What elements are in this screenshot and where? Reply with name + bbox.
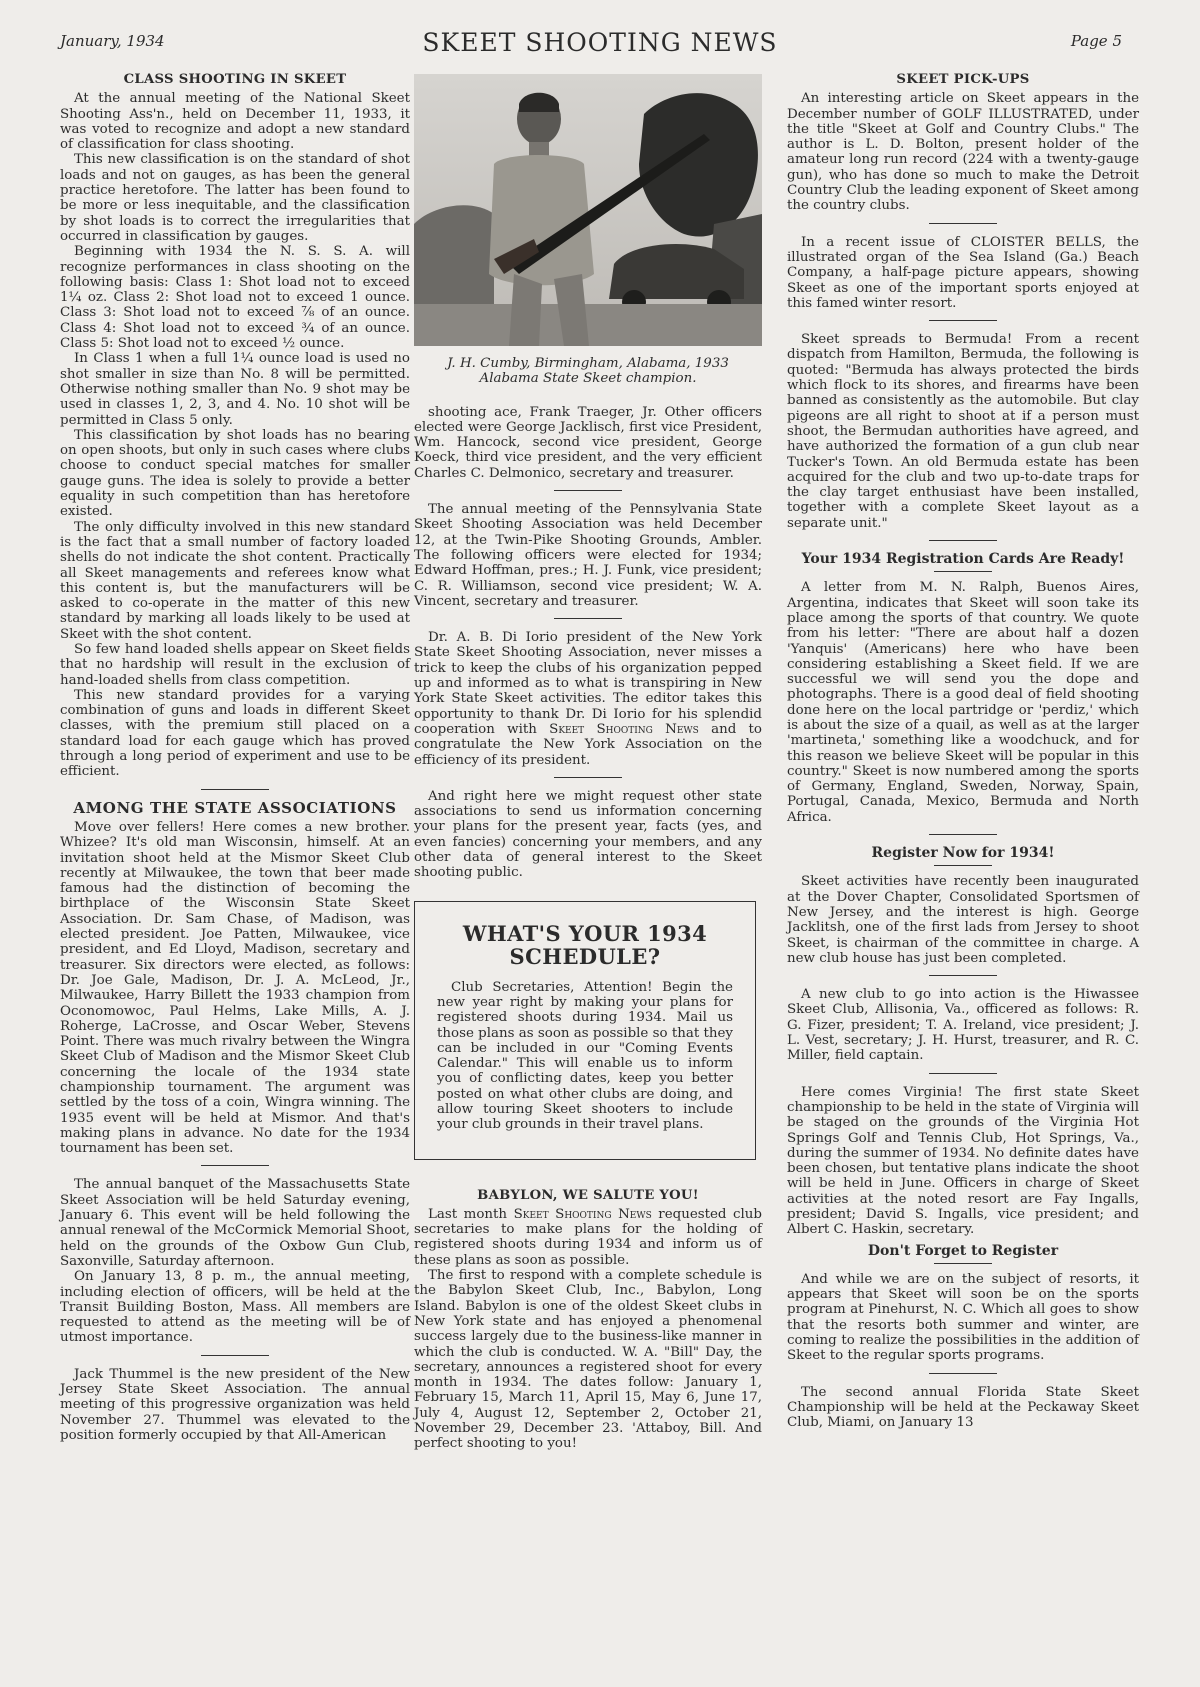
page-number: Page 5 [1070,32,1122,50]
divider [201,789,269,790]
issue-date: January, 1934 [60,32,165,50]
paragraph: Beginning with 1934 the N. S. S. A. will recognize performances in class shooting on the following basis: Class 1: Shot load not to exceed 1¼ oz. Class 2: Shot load not to exceed 1 ounce. Class 3: Shot load not to exceed ⅞ of an ounce. Class 4: Shot load not to exceed ¾ of an ounce. Class 5: Shot load not to exceed ½ ounce. [60,244,410,352]
divider [929,320,997,321]
paragraph: Last month Skeet Shooting News requested club secretaries to make plans for the holding of registered shoots during 1934 and inform us of these plans as soon as possible. [414,1206,763,1268]
paragraph: The annual banquet of the Massachusetts State Skeet Association will be held Saturday evening, January 6. This event will be held following the annual renewal of the McCormick Memorial Shoot, held on the grounds of the Oxbow Gun Club, Saxonville, Saturday afternoon. [60,1177,410,1269]
paragraph: The annual meeting of the Pennsylvania State Skeet Shooting Association was held December 12, at the Twin-Pike Shooting Grounds, Ambler. The following officers were elected for 1934; Edward Hoffman, pres.; H. J. Funk, vice president; C. R. Williamson, second vice president; W. A. Vincent, secretary and treasurer. [414,502,762,609]
paragraph: A new club to go into action is the Hiwassee Skeet Club, Allisonia, Va., officered as follows: R. G. Fizer, president; T. A. Ireland, vice president; J. L. Vest, secretary; J. H. Hurst, treasurer, and R. C. Miller, field captain. [787,987,1139,1064]
heading-state-associations: AMONG THE STATE ASSOCIATIONS [73,798,397,817]
column-left [60,66,410,1443]
paragraph: And right here we might request other state associations to send us information concerning your plans for the present year, facts (yes, and even fancies) concerning your members, and any other data of general interest to the Skeet shooting public. [414,788,762,881]
divider [929,540,997,541]
paragraph: Dr. A. B. Di Iorio president of the New York State Skeet Shooting Association, never misses a trick to keep the clubs of his organization pepped up and informed as to what is transpiring in New York State Skeet activities. The editor takes this opportunity to thank Dr. Di Iorio for his splendid cooperation with Skeet Shooting News and to congratulate the New York Association on the efficiency of its president. [414,630,762,768]
divider [934,571,992,572]
divider [934,1263,992,1264]
heading-babylon: BABYLON, WE SALUTE YOU! [477,1187,699,1203]
paragraph: An interesting article on Skeet appears in the December number of GOLF ILLUSTRATED, under the title "Skeet at Golf and Country Clubs." The author is L. D. Bolton, present holder of the amateur long run record (224 with a twenty-gauge gun), who has done so much to make the Detroit Country Club the leading exponent of Skeet among the country clubs. [787,91,1139,214]
paragraph: Move over fellers! Here comes a new brother. Whizee? It's old man Wisconsin, himself. At an invitation shoot held at the Mismor Skeet Club recently at Milwaukee, the town that beer made famous had the distinction of becoming the birthplace of the Wisconsin State Skeet Association. Dr. Sam Chase, of Madison, was elected president. Joe Patten, Milwaukee, vice president, and Ed Lloyd, Madison, secretary and treasurer. Six directors were elected, as follows: Dr. Joe Gale, Madison, Dr. J. A. McLeod, Jr., Milwaukee, Harry Billett the 1933 champion from Oconomowoc, Paul Helms, Lake Mills, A. J. Roherge, LaCrosse, and Oscar Weber, Stevens Point. There was much rivalry between the Wingra Skeet Club of Madison and the Mismor Skeet Club concerning the locale of the 1934 state championship tournament. The argument was settled by the toss of a coin, Wingra winning. The 1935 event will be held at Mismor. And that's making plans in advance. No date for the 1934 tournament has been set. [60,819,410,1157]
paragraph: In a recent issue of CLOISTER BELLS, the illustrated organ of the Sea Island (Ga.) Beach Company, a half-page picture appears, showing Skeet as one of the important sports enjoyed at this famed winter resort. [787,234,1139,311]
divider [554,777,622,778]
divider [929,223,997,224]
paragraph: The first to respond with a complete schedule is the Babylon Skeet Club, Inc., Babylon, Long Island. Babylon is one of the oldest Skeet clubs in New York state and has enjoyed a phenomenal success largely due to the business-like manner in which the club is conducted. W. A. "Bill" Day, the secretary, announces a registered shoot for every month in 1934. The dates follow: January 1, February 15, March 11, April 15, May 6, June 17, July 4, August 12, September 2, October 21, November 29, December 23. 'Attaboy, Bill. And perfect shooting to you! [414,1268,762,1452]
heading-skeet-pickups: SKEET PICK-UPS [896,72,1030,87]
heading-registration-cards: Your 1934 Registration Cards Are Ready! [801,551,1125,568]
paragraph: Here comes Virginia! The first state Skeet championship to be held in the state of Virginia will be staged on the grounds of the Virginia Hot Springs Golf and Tennis Club, Hot Springs, Va., during the summer of 1934. No definite dates have been chosen, but tentative plans indicate the shoot will be held in June. Officers in charge of Skeet activities at the noted resort are Fay Ingalls, president; David S. Ingalls, vice president; and Albert C. Haskin, secretary. [787,1084,1139,1238]
column-right [787,66,1139,1431]
divider [201,1355,269,1356]
schedule-box [414,901,756,1160]
divider [934,865,992,866]
divider [201,1165,269,1166]
paragraph: This new classification is on the standard of shot loads and not on gauges, as has been the general practice heretofore. The latter has been found to be more or less inequitable, and the classification by shot loads is to correct the irregularities that occurred in classification by gauges. [60,152,410,244]
heading-class-shooting: CLASS SHOOTING IN SKEET [123,72,347,87]
box-text: Club Secretaries, Attention! Begin the new year right by making your plans for registered shoots during 1934. Mail us those plans as soon as possible so that they can be included in our "Coming Events Calendar." This will enable us to inform you of conflicting dates, keep you better posted on what other clubs are doing, and allow touring Skeet shooters to include your club grounds in their travel plans. [437,979,733,1133]
paragraph: Jack Thummel is the new president of the New Jersey State Skeet Association. The annual meeting of this progressive organization was held November 27. Thummel was elevated to the position formerly occupied by that All-American [60,1366,410,1443]
divider [554,618,622,619]
paragraph: The only difficulty involved in this new standard is the fact that a small number of factory loaded shells do not indicate the shot content. Practically all Skeet managements and referees know what this content is, but the manufacturers will be asked to co-operate in the matter of this new standard by marking all loads likely to be used at Skeet with the shot content. [60,519,410,642]
publication-name: Skeet Shooting News [513,1206,652,1222]
divider [554,490,622,491]
paragraph: This new standard provides for a varying combination of guns and loads in different Skeet classes, with the premium still placed on a standard load for each gauge which has proved through a long period of experiment and use to be efficient. [60,687,410,780]
paragraph: So few hand loaded shells appear on Skeet fields that no hardship will result in the exclusion of hand-loaded shells from class competition. [60,641,410,688]
champion-photo [414,74,762,346]
paragraph: At the annual meeting of the National Skeet Shooting Ass'n., held on December 11, 1933, it was voted to recognize and adopt a new standard of classification for class shooting. [60,91,410,153]
paragraph: shooting ace, Frank Traeger, Jr. Other officers elected were George Jacklisch, first vice President, Wm. Hancock, second vice president, George Koeck, third vice president, and the very efficient Charles C. Delmonico, secretary and treasurer. [414,404,762,481]
divider [929,975,997,976]
paragraph: And while we are on the subject of resorts, it appears that Skeet will soon be on the sports program at Pinehurst, N. C. Which all goes to show that the resorts both summer and winter, are coming to realize the possibilities in the addition of Skeet to the regular sports programs. [787,1271,1139,1364]
publication-name: Skeet Shooting News [549,721,699,737]
page-header [0,0,1200,60]
publication-title: SKEET SHOOTING NEWS [422,28,778,57]
divider [929,1073,997,1074]
heading-register-now: Register Now for 1934! [871,845,1055,862]
divider [929,1373,997,1374]
paragraph: A letter from M. N. Ralph, Buenos Aires, Argentina, indicates that Skeet will soon take its place among the sports of that country. We quote from his letter: "There are about half a dozen 'Yanquis' (Americans) here who have been considering establishing a Skeet field. If we are successful we will send you the dope and photographs. There is a good deal of field shooting done here on the local partridge or 'perdiz,' which is about the size of a quail, as well as at the larger 'martineta,' something like a woodchuck, and for this reason we believe Skeet will be popular in this country." Skeet is now numbered among the sports of Germany, England, Sweden, Norway, Spain, Portugal, Canada, Mexico, Bermuda and North Africa. [787,580,1139,825]
paragraph: The second annual Florida State Skeet Championship will be held at the Peckaway Skeet Club, Miami, on January 13 [787,1384,1139,1431]
divider [929,834,997,835]
column-middle [414,66,762,1452]
paragraph: Skeet spreads to Bermuda! From a recent dispatch from Hamilton, Bermuda, the following is quoted: "Bermuda has always protected the birds which flock to its shores, and firearms have been banned as consistently as the automobile. But clay pigeons are all right to shoot at if a person must shoot, the Bermudan authorities have agreed, and have authorized the formation of a gun club near Tucker's Town. An old Bermuda estate has been acquired for the club and two up-to-date traps for the clay target enthusiast have been installed, together with a complete Skeet layout as a separate unit." [787,332,1139,531]
paragraph: This classification by shot loads has no bearing on open shoots, but only in such cases where clubs choose to conduct special matches for smaller gauge guns. The idea is solely to provide a better equality in such competition than has heretofore existed. [60,427,410,520]
paragraph: In Class 1 when a full 1¼ ounce load is used no shot smaller in size than No. 8 will be permitted. Otherwise nothing smaller than No. 9 shot may be used in classes 1, 2, 3, and 4. No. 10 shot will be permitted in Class 5 only. [60,351,410,428]
paragraph: Skeet activities have recently been inaugurated at the Dover Chapter, Consolidated Sportsmen of New Jersey, and the interest is high. George Jacklitsh, one of the first lads from Jersey to shoot Skeet, is chairman of the committee in charge. A new club house has just been completed. [787,874,1139,966]
paragraph: On January 13, 8 p. m., the annual meeting, including election of officers, will be held at the Transit Building Boston, Mass. All members are requested to attend as the meeting will be of utmost importance. [60,1269,410,1346]
box-title: WHAT'S YOUR 1934 SCHEDULE? [462,920,708,969]
photo-caption: J. H. Cumby, Birmingham, Alabama, 1933 Alabama State Skeet champion. [447,356,729,387]
heading-dont-forget: Don't Forget to Register [867,1242,1059,1259]
